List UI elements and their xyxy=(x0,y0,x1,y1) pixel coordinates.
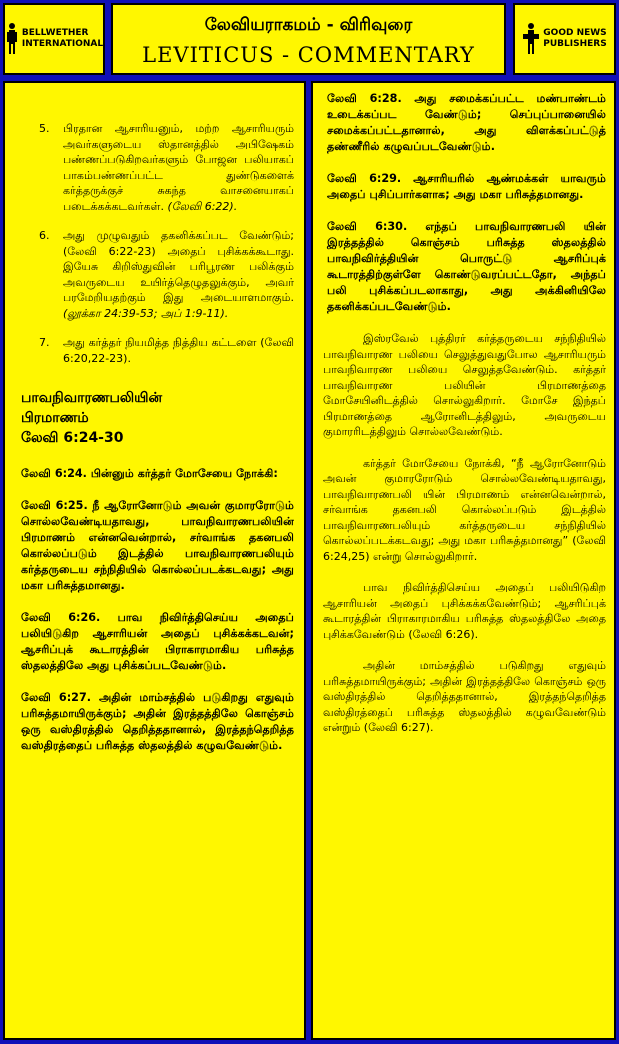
bellwether-figure-icon xyxy=(5,22,19,56)
page-title-english: LEVITICUS - COMMENTARY xyxy=(142,43,475,67)
list-item-text: அது கர்த்தர் நியமித்த நித்திய கட்டளை (லேவி 6:20,22-23). xyxy=(63,336,294,365)
good-news-logo xyxy=(513,3,616,75)
list-item-text: பிரதான ஆசாரியனும், மற்ற ஆசாரியரும் அவர்களுடைய ஸ்தானத்தில் அபிஷேகம் பண்ணப்படுகிறவர்களும் போஜன பலியாகப் பாகம்பண்ணப்பட்ட துண்டுகளைக் கர்த்தருக்குச் சுகந்த வாசனையாகப் படைக்கக்கடவர்கள். xyxy=(63,122,294,213)
section-heading-line2: பிரமாணம் xyxy=(21,410,89,426)
bellwether-logo xyxy=(3,3,105,75)
scripture-verse: லேவி 6:27. அதின் மாம்சத்தில் படுகிறது எதுவும் பரிசுத்தமாயிருக்கும்; அதின் இரத்தத்திலே கொஞ்சம் ஒரு வஸ்திரத்தில் தெறித்ததானால், இரத்தந்தெறித்த வஸ்திரத்தைப் பரிசுத்த ஸ்தலத்தில் கழுவவேண்டும். xyxy=(21,691,294,752)
section-heading-line3: லேவி 6:24-30 xyxy=(21,430,124,446)
list-item xyxy=(23,228,294,321)
commentary-paragraph: பாவ நிவிர்த்திசெய்ய அதைப் பலியிடுகிற ஆசாரியன் அதைப் புசிக்கக்கவேண்டும்; ஆசரிப்புக் கூடாரத்தின் பிராகாரமாகிய பரிசுத்த ஸ்தலத்திலே அதை புசிக்கவேண்டும் (லேவி 6:26). xyxy=(323,581,606,641)
scripture-verse: லேவி 6:28. அது சமைக்கப்பட்ட மண்பாண்டம் உடைக்கப்பட வேண்டும்; செப்புப்பானையில் சமைக்கப்பட்டதானால், அது விளக்கப்பட்டுத் தண்ணீரில் கழுவப்படவேண்டும். xyxy=(327,92,606,153)
logo-left-line2: INTERNATIONAL xyxy=(21,39,104,49)
list-item-ref: (லூக்கா 24:39-53; அப் 1:9-11). xyxy=(63,306,229,320)
list-item-ref: (லேவி 6:22). xyxy=(167,199,238,213)
section-heading xyxy=(21,388,294,448)
list-item xyxy=(23,121,294,214)
right-column xyxy=(311,81,616,1040)
scripture-verse: லேவி 6:30. எந்தப் பாவநிவாரணபலி யின் இரத்தத்தில் கொஞ்சம் பரிசுத்த ஸ்தலத்தில் பாவநிவிர்த்தியின் பொருட்டு ஆசரிப்புக் கூடாரத்திற்குள்ளே கொண்டுவரப்பட்டதோ, அந்தப் பலி புசிக்கப்படலாகாது, அது அக்கினியிலே தகனிக்கப்படவேண்டும். xyxy=(327,220,606,313)
list-item xyxy=(23,335,294,366)
list-item-text: அது முழுவதும் தகனிக்கப்பட வேண்டும்; (லேவி 6:22-23) அதைப் புசிக்கக்கூடாது. இயேசு கிறிஸ்துவின் பரிபூரண பலிக்கும் அவருடைய உயிர்த்தெழுதலுக்கும், அவர் பரமேறியதற்கும் இது அடையாளமாகும். xyxy=(63,229,294,304)
list-item-number: 7. xyxy=(39,336,50,349)
list-item-number: 5. xyxy=(39,122,50,135)
scripture-verse: லேவி 6:26. பாவ நிவிர்த்திசெய்ய அதைப் பலியிடுகிற ஆசாரியன் அதைப் புசிக்கக்கடவன்; ஆசரிப்புக் கூடாரத்தின் பிராகாரமாகிய பரிசுத்த ஸ்தலத்திலே அது புசிக்கப்படவேண்டும். xyxy=(21,611,294,672)
reading-figure-icon xyxy=(522,22,540,56)
list-item-number: 6. xyxy=(39,229,50,242)
left-column xyxy=(3,81,306,1040)
logo-left-line1: BELLWETHER xyxy=(21,28,89,38)
scripture-verse: லேவி 6:24. பின்னும் கர்த்தர் மோசேயை நோக்கி: xyxy=(21,467,278,480)
commentary-paragraph: இஸ்ரவேல் புத்திரர் கர்த்தருடைய சந்நிதியில் பாவநிவாரண பலியை செலுத்துவதுபோல ஆசாரியரும் பாவநிவாரண பலியை செலுத்தவேண்டும். கர்த்தர் பாவநிவாரண பலியின் பிரமாணத்தை மோசேயினிடத்தில் சொல்லுகிறார். மோசே இந்தப் பிரமாணத்தை ஆரோனிடத்திலும், அவருடைய குமாரரிடத்திலும் சொல்லவேண்டும். xyxy=(323,332,606,438)
section-heading-line1: பாவநிவாரணபலியின் xyxy=(21,390,163,406)
page-title-tamil: லேவியராகமம் - விரிவுரை xyxy=(204,15,413,35)
scripture-verse: லேவி 6:25. நீ ஆரோனோடும் அவன் குமாரரோடும் சொல்லவேண்டியதாவது, பாவநிவாரணபலியின் பிரமாணம் என்னவென்றால், சர்வாங்க தகனபலி கொல்லப்படும் இடத்தில் பாவநிவாரணபலியும் கர்த்தருடைய சந்நிதியில் கொல்லப்படக்கடவது; அது மகா பரிசுத்தமானது. xyxy=(21,499,294,592)
logo-right-line2: PUBLISHERS xyxy=(543,39,607,49)
scripture-verse: லேவி 6:29. ஆசாரியரில் ஆண்மக்கள் யாவரும் அதைப் புசிப்பார்களாக; அது மகா பரிசுத்தமானது. xyxy=(327,172,606,201)
commentary-paragraph: அதின் மாம்சத்தில் படுகிறது எதுவும் பரிசுத்தமாயிருக்கும்; அதின் இரத்தத்திலே கொஞ்சம் ஒரு வஸ்திரத்தில் தெறித்ததானால், இரத்தந்தெறித்த வஸ்திரத்தைப் பரிசுத்த ஸ்தலத்தில் கழுவவேண்டும் என்றும் (லேவி 6:27). xyxy=(323,659,606,734)
commentary-paragraph: கர்த்தர் மோசேயை நோக்கி, “நீ ஆரோனோடும் அவன் குமாரரோடும் சொல்லவேண்டியதாவது, பாவநிவாரணபலி யின் பிரமாணம் என்னவென்றால், சர்வாங்க தகனபலி கொல்லப்படும் இடத்தில் பாவநிவாரணபலியும் கர்த்தருடைய சந்நிதியில் கொல்லப்படக்கடவது; அது மகா பரிசுத்தமானது” (லேவி 6:24,25) என்று சொல்லுகிறார். xyxy=(323,456,606,563)
logo-right-line1: GOOD NEWS xyxy=(543,28,607,38)
title-banner xyxy=(111,3,506,75)
